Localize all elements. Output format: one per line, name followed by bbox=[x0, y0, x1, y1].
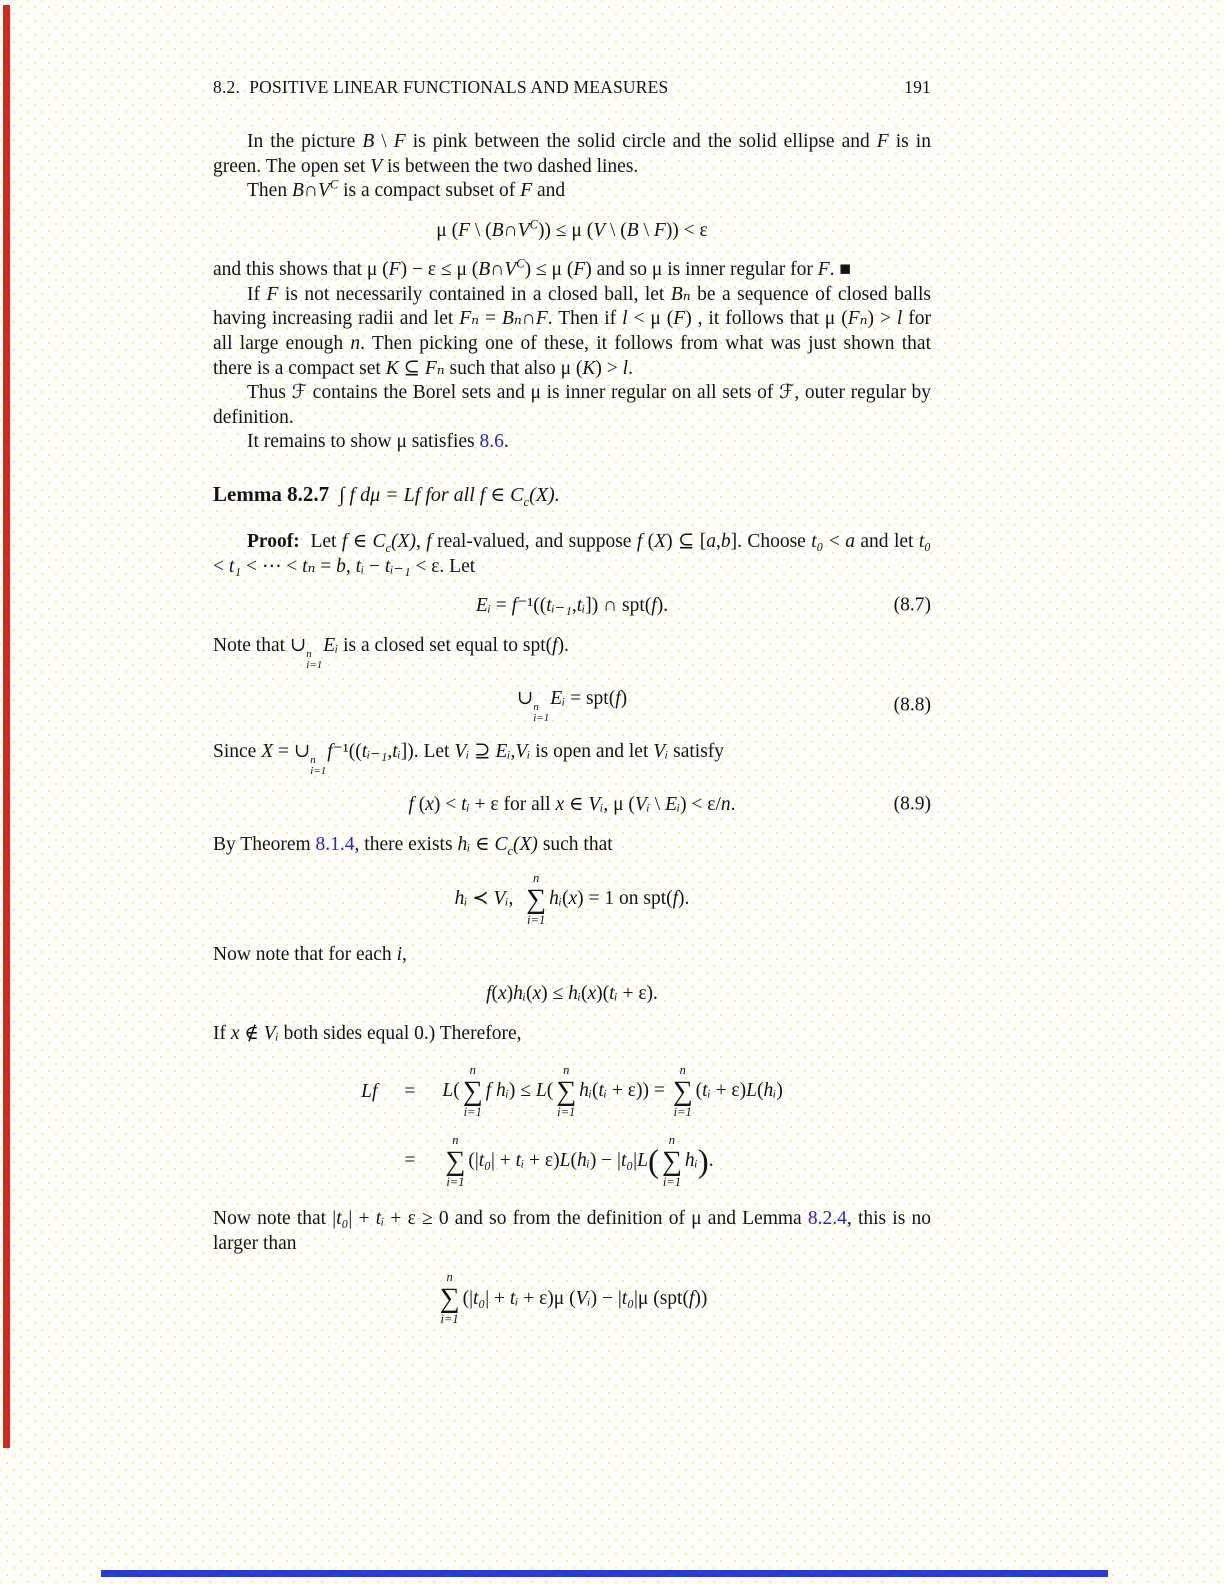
paragraph-remains-to-show: It remains to show μ satisfies 8.6. bbox=[247, 431, 509, 453]
equation-body: f(x)hᵢ(x) ≤ hᵢ(x)(tᵢ + ε). bbox=[486, 983, 658, 1005]
big-sum-operator: n ∑ i=1 bbox=[672, 1063, 693, 1120]
equation-body: ∪ n i=1 Eᵢ = spt(f) bbox=[516, 687, 628, 725]
display-equation-mu bbox=[213, 219, 931, 244]
paragraph-closed-balls: If F is not necessarily contained in a closed ball, let Bₙ be a sequence of closed balls having increasing radii and let Fₙ = Bₙ∩F. Then if l < μ (F) , it follows that μ (Fₙ) > l for all large enough n. Then picking one of these, it follows from what was just shown that there is a compact set K ⊆ Fₙ such that also μ (K) > l. bbox=[213, 283, 931, 379]
cross-reference-link[interactable]: 8.1.4 bbox=[315, 833, 355, 855]
stacked-limits: n i=1 bbox=[533, 700, 550, 725]
display-equation-8-7 bbox=[213, 594, 931, 619]
equation-lhs: Lf bbox=[361, 1080, 378, 1102]
paragraph-since-x: Since X = ∪ n i=1 f⁻¹((tᵢ₋₁,tᵢ]). Let Vᵢ ⊇ Eᵢ,Vᵢ is open and let Vᵢ satisfy bbox=[213, 740, 725, 778]
paragraph-no-larger-than: Now note that |t₀| + tᵢ + ε ≥ 0 and so from the definition of μ and Lemma 8.2.4, this is no larger than bbox=[213, 1208, 932, 1254]
proof-paragraph: Proof: Let f ∈ $C_c(X)$, f real-valued, and suppose f (X) ⊆ [a,b]. Choose t₀ < a and let t₀ < t₁ < ⋯ < tₙ = b, tᵢ − tᵢ₋₁ < ε. Let bbox=[213, 530, 932, 577]
cross-reference-link[interactable]: 8.6 bbox=[479, 431, 504, 453]
lemma-heading: Lemma 8.2.7 ∫ f dμ = Lf for all f ∈ $C_c(X)$. bbox=[213, 481, 560, 509]
bottom-edge-marker bbox=[101, 1570, 1108, 1577]
display-equation-8-9 bbox=[213, 793, 931, 818]
paragraph-then-compact: Then $B\cap V^C$ is a compact subset of F and bbox=[247, 177, 566, 202]
equation-relation: = bbox=[404, 1150, 416, 1172]
stacked-limits: n i=1 bbox=[306, 647, 323, 672]
paragraph-borel-sets: Thus ℱ contains the Borel sets and μ is inner regular on all sets of ℱ, outer regular by definition. bbox=[213, 382, 931, 428]
section-header: 8.2. POSITIVE LINEAR FUNCTIONALS AND MEASURES bbox=[213, 77, 669, 97]
page-header bbox=[213, 76, 931, 98]
paragraph-picture: In the picture B \ F is pink between the solid circle and the solid ellipse and F is in green. The open set V is between the two dashed lines. bbox=[213, 131, 931, 177]
equation-body: n ∑ i=1 (|t₀| + tᵢ + ε)μ (Vᵢ) − |t₀|μ (spt(f)) bbox=[439, 1270, 708, 1327]
cross-reference-link[interactable]: 8.2.4 bbox=[807, 1208, 847, 1230]
display-equation-final bbox=[213, 1271, 931, 1327]
equation-relation: = bbox=[404, 1080, 416, 1102]
big-sum-operator: n ∑ i=1 bbox=[445, 1132, 466, 1189]
big-sum-operator: n ∑ i=1 bbox=[556, 1063, 577, 1120]
equation-body: Eᵢ = f⁻¹((tᵢ₋₁,tᵢ]) ∩ spt(f). bbox=[475, 595, 669, 617]
equation-rhs: n ∑ i=1 (|t₀| + tᵢ + ε)L(hᵢ) − |t₀|L( n ∑ i=1 hᵢ). bbox=[445, 1132, 714, 1189]
aligned-equations bbox=[213, 1064, 931, 1189]
equation-number: (8.7) bbox=[893, 595, 931, 617]
equation-body: μ (F \ $(B\cap V^C)) \le \mu$ (V \ (B \ F)) < ε bbox=[436, 217, 708, 241]
paragraph-by-theorem: By Theorem 8.1.4, there exists hᵢ ∈ $C_c(X)$ such that bbox=[213, 833, 613, 858]
big-sum-operator: n ∑ i=1 bbox=[462, 1063, 483, 1120]
big-sum-operator: n ∑ i=1 bbox=[526, 871, 547, 927]
equation-body: f (x) < tᵢ + ε for all x ∈ Vᵢ, μ (Vᵢ \ Eᵢ) < ε/n. bbox=[408, 793, 736, 815]
equation-body: hᵢ ≺ Vᵢ, n ∑ i=1 hᵢ(x) = 1 on spt(f). bbox=[454, 871, 690, 927]
paragraph-now-note-each-i: Now note that for each i, bbox=[213, 943, 407, 965]
display-equation-8-8 bbox=[213, 687, 931, 725]
stacked-limits: n i=1 bbox=[310, 753, 327, 778]
equation-rhs: L( n ∑ i=1 f hᵢ) ≤ L( n ∑ i=1 hᵢ(tᵢ + ε)) = n ∑ i=1 (tᵢ + ε)L(hᵢ) bbox=[442, 1063, 783, 1120]
big-sum-operator: n ∑ i=1 bbox=[661, 1132, 682, 1189]
page-content bbox=[213, 76, 931, 1342]
left-edge-marker bbox=[3, 5, 10, 1448]
display-equation-partition-of-unity bbox=[213, 872, 931, 928]
big-sum-operator: n ∑ i=1 bbox=[439, 1270, 460, 1327]
equation-number: (8.8) bbox=[893, 694, 931, 716]
paragraph-note-union: Note that ∪ n i=1 Eᵢ is a closed set equal to spt(f). bbox=[213, 634, 569, 672]
paragraph-inner-regular: and this shows that μ (F) − ε ≤ μ $(B\cap V^C) \le \mu$ (F) and so μ is inner regular for F. ■ bbox=[213, 256, 852, 281]
page-number: 191 bbox=[904, 77, 931, 97]
display-equation-fh bbox=[213, 982, 931, 1007]
equation-number: (8.9) bbox=[893, 793, 931, 815]
paragraph-both-sides-zero: If x ∉ Vᵢ both sides equal 0.) Therefore, bbox=[213, 1022, 522, 1044]
